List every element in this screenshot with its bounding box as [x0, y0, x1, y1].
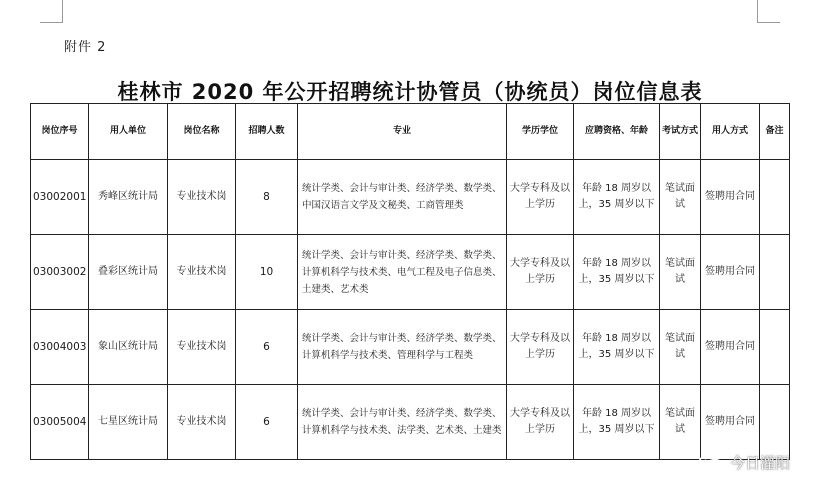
cell-major: 统计学类、会计与审计类、经济学类、数学类、计算机科学与技术类、电气工程及电子信息类、土建类、艺术类	[298, 235, 507, 310]
table-row	[31, 235, 790, 310]
cell-position: 专业技术岗	[168, 235, 236, 310]
header-cell-id: 岗位序号	[31, 104, 89, 160]
cell-count: 10	[236, 235, 298, 310]
header-cell-remark: 备注	[760, 104, 790, 160]
cell-major: 统计学类、会计与审计类、经济学类、数学类、中国汉语言文学及文秘类、工商管理类	[298, 160, 507, 235]
cell-qualification: 年龄 18 周岁以上，35 周岁以下	[574, 160, 660, 235]
cell-qualification: 年龄 18 周岁以上，35 周岁以下	[574, 385, 660, 460]
cell-position: 专业技术岗	[168, 310, 236, 385]
cell-remark	[760, 310, 790, 385]
cell-exam: 笔试面试	[660, 385, 701, 460]
cell-exam: 笔试面试	[660, 160, 701, 235]
cell-education: 大学专科及以上学历	[507, 235, 574, 310]
cell-education: 大学专科及以上学历	[507, 160, 574, 235]
header-cell-education: 学历学位	[507, 104, 574, 160]
cell-qualification: 年龄 18 周岁以上，35 周岁以下	[574, 235, 660, 310]
cell-education: 大学专科及以上学历	[507, 385, 574, 460]
crop-mark-top-left-vertical	[62, 0, 63, 22]
table-row	[31, 160, 790, 235]
cell-id: 03005004	[31, 385, 89, 460]
watermark-text: 今日灌阳	[729, 454, 790, 472]
cell-position: 专业技术岗	[168, 160, 236, 235]
cell-exam: 笔试面试	[660, 235, 701, 310]
attachment-label: 附件 2	[64, 40, 107, 55]
header-cell-employment: 用人方式	[701, 104, 760, 160]
cell-count: 8	[236, 160, 298, 235]
cell-remark	[760, 385, 790, 460]
header-cell-position: 岗位名称	[168, 104, 236, 160]
cell-unit: 叠彩区统计局	[89, 235, 168, 310]
cell-unit: 七星区统计局	[89, 385, 168, 460]
crop-mark-top-left-horizontal	[40, 22, 63, 23]
cell-remark	[760, 235, 790, 310]
cell-employment: 签聘用合同	[701, 235, 760, 310]
cell-remark	[760, 160, 790, 235]
table-row	[31, 310, 790, 385]
cell-id: 03004003	[31, 310, 89, 385]
header-cell-count: 招聘人数	[236, 104, 298, 160]
cell-education: 大学专科及以上学历	[507, 310, 574, 385]
cell-id: 03002001	[31, 160, 89, 235]
cell-count: 6	[236, 385, 298, 460]
cell-id: 03003002	[31, 235, 89, 310]
table-row	[31, 385, 790, 460]
header-cell-exam: 考试方式	[660, 104, 701, 160]
cell-employment: 签聘用合同	[701, 310, 760, 385]
cell-exam: 笔试面试	[660, 310, 701, 385]
cell-unit: 秀峰区统计局	[89, 160, 168, 235]
cell-qualification: 年龄 18 周岁以上，35 周岁以下	[574, 310, 660, 385]
cell-position: 专业技术岗	[168, 385, 236, 460]
cell-major: 统计学类、会计与审计类、经济学类、数学类、计算机科学与技术类、管理科学与工程类	[298, 310, 507, 385]
watermark	[698, 452, 790, 473]
wechat-icon	[698, 454, 724, 472]
table-header-row	[31, 104, 790, 160]
header-cell-qualification: 应聘资格、年龄	[574, 104, 660, 160]
header-cell-major: 专业	[298, 104, 507, 160]
cell-major: 统计学类、会计与审计类、经济学类、数学类、计算机科学与技术类、法学类、艺术类、土建类	[298, 385, 507, 460]
crop-mark-top-right-horizontal	[757, 22, 780, 23]
position-info-table	[30, 103, 790, 460]
cell-employment: 签聘用合同	[701, 385, 760, 460]
cell-unit: 象山区统计局	[89, 310, 168, 385]
crop-mark-top-right-vertical	[757, 0, 758, 22]
header-cell-unit: 用人单位	[89, 104, 168, 160]
document-title: 桂林市 2020 年公开招聘统计协管员（协统员）岗位信息表	[117, 80, 703, 104]
cell-count: 6	[236, 310, 298, 385]
cell-employment: 签聘用合同	[701, 160, 760, 235]
